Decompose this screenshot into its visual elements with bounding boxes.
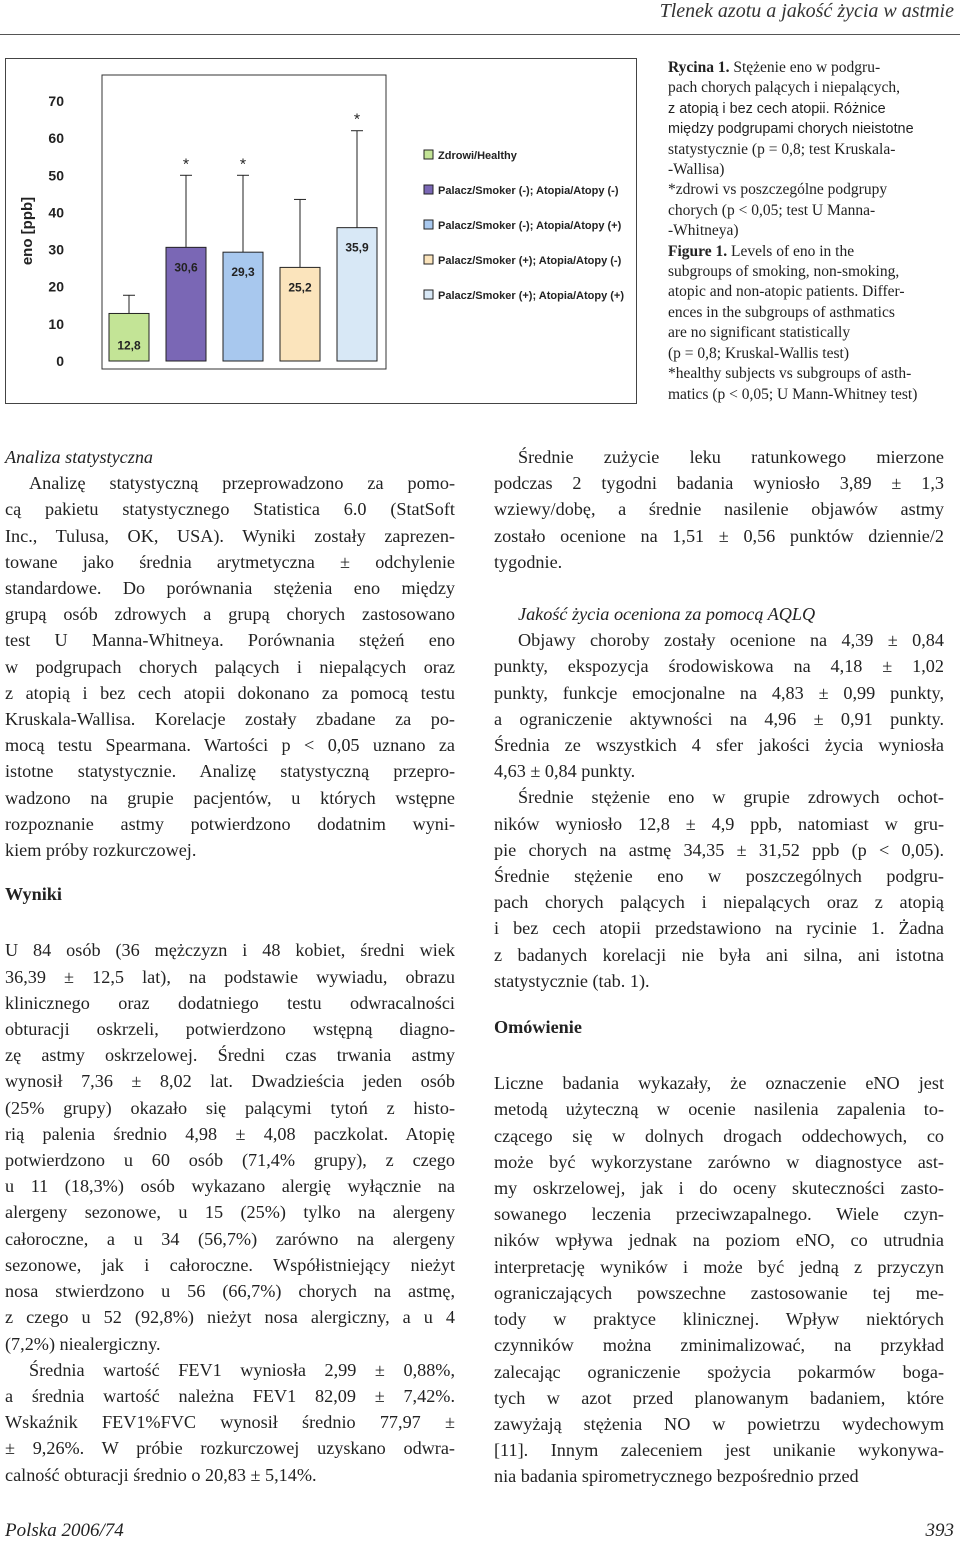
caption-figure-label: Figure 1. [668, 242, 728, 260]
discussion-line: metodą użyteczną w ocenie nasilenia zapalenia to- [494, 1099, 944, 1120]
statistics-line: wadzono na grupie pacjentów, u których wstępne [5, 787, 455, 808]
caption-text: -Wallisa) [668, 161, 725, 179]
caption-text: matics (p < 0,05; U Mann-Whitney test) [668, 385, 918, 403]
bar-value-label: 25,2 [288, 280, 312, 295]
results-line: u 11 (18,3%) osób wykazano alergię wyłącznie na [5, 1176, 455, 1197]
statistics-line: kiem próby rozkurczowej. [5, 840, 197, 861]
section-heading-statistics: Analiza statystyczna [5, 447, 154, 467]
caption-text: między podgrupami chorych nieistotne [668, 121, 914, 138]
section-heading-aqlq: Jakość życia oceniona za pomocą AQLQ [518, 604, 816, 625]
statistics-line: z atopią i bez cech atopii dokonano za pomocą testu [5, 682, 455, 703]
results-line: (7,2%) niealergiczny. [5, 1333, 161, 1354]
caption-text: atopic and non-atopic patients. Differ- [668, 283, 905, 301]
caption-text: are no significant statistically [668, 324, 851, 342]
y-tick-label: 0 [56, 353, 64, 369]
discussion-line: czącego się w dolnych drogach oddechowych, co [494, 1125, 944, 1146]
bar-value-label: 35,9 [345, 240, 369, 255]
statistics-line: Analizę statystyczną przeprowadzono za pomo- [29, 473, 455, 494]
statistics-line: w podgrupach chorych palących i niepalących oraz [5, 656, 455, 677]
results-line: klinicznego oraz dodatniego testu odwracalności [5, 992, 455, 1013]
caption-figure-label: Rycina 1. [668, 59, 730, 76]
results-line: 36,39 ± 12,5 lat), na podstawie wywiadu, obrazu [5, 966, 455, 987]
caption-line [668, 201, 958, 221]
caption-text: z atopią i bez cech atopii. Różnice [668, 100, 886, 117]
significance-marker: * [239, 156, 247, 174]
caption-text: subgroups of smoking, non-smoking, [668, 263, 900, 281]
statistics-line: rozpoznanie astmy potwierdzono dodatnim wyni- [5, 813, 455, 834]
discussion-line: tych w azot przed planowanym badaniem, które [494, 1387, 944, 1408]
caption-line [668, 323, 958, 343]
results-line: sezonowe, jak i całoroczne. Współistniejący nieżyt [5, 1254, 455, 1275]
legend-label: Zdrowi/Healthy [438, 150, 517, 162]
legend-swatch [424, 185, 433, 194]
discussion-line: Liczne badania wykazały, że oznaczenie eNO jest [494, 1073, 944, 1094]
results-line: (25% grupy) okazało się palącymi tytoń z histo- [5, 1097, 455, 1118]
significance-marker: * [182, 156, 190, 174]
y-tick-label: 60 [48, 130, 64, 147]
fev-line: a średnia wartość należna FEV1 82,09 ± 7,42%. [5, 1385, 455, 1406]
caption-text: Stężenie eno w podgru- [729, 59, 881, 76]
caption-line [668, 385, 958, 405]
caption-line [668, 160, 958, 180]
eno-result-line: ników wyniosło 12,8 ± 4,9 ppb, natomiast w gru- [494, 813, 944, 834]
legend-label: Palacz/Smoker (+); Atopia/Atopy (+) [438, 290, 625, 302]
y-axis-label: eno [ppb] [19, 196, 36, 266]
eno-result-line: Średnie stężenie eno w grupie zdrowych ochot- [518, 787, 944, 808]
discussion-line: nia badania spirometrycznego bezpośrednio przed [494, 1466, 859, 1487]
section-heading-discussion: Omówienie [494, 1017, 582, 1038]
header-rule [0, 34, 960, 35]
caption-line [668, 262, 958, 282]
eno-result-line: pie chorych na astmę 34,35 ± 31,52 ppb (p < 0,05). [494, 839, 944, 860]
rescue-drug-line: zostało ocenione na 1,51 ± 0,56 punktów dziennie/2 [494, 525, 944, 546]
statistics-line: cą pakietu statystycznego Statistica 6.0 (StatSoft [5, 499, 455, 520]
statistics-line: Inc., Tulusa, OK, USA). Wyniki zostały zaprezen- [5, 525, 455, 546]
caption-text: ences in the subgroups of asthmatics [668, 303, 895, 321]
caption-text: pach chorych palących i niepalących, [668, 79, 900, 97]
caption-text: *healthy subjects vs subgroups of asth- [668, 365, 912, 383]
results-line: wynosił 7,36 ± 8,02 lat. Dwadzieścia jeden osób [5, 1071, 455, 1092]
figure-caption [668, 58, 958, 405]
caption-line [668, 344, 958, 364]
legend-swatch [424, 255, 433, 264]
results-line: rią palenia średnio 4,98 ± 4,08 paczkolat. Atopię [5, 1123, 455, 1144]
discussion-line: zalecając ograniczenie spożycia pokarmów boga- [494, 1361, 944, 1382]
eno-result-line: i bez cech atopii przedstawiono na rycinie 1. Żadna [494, 918, 944, 939]
enos-bar-chart [6, 59, 636, 403]
figure-1 [5, 58, 637, 404]
statistics-line: test U Manna-Whitneya. Porównania stężeń eno [5, 630, 455, 651]
legend-swatch [424, 150, 433, 159]
right-column [494, 444, 944, 1490]
discussion-line: ograniczających powszechne zastosowanie tej me- [494, 1282, 944, 1303]
bar-value-label: 29,3 [231, 265, 255, 280]
discussion-line: interpretację wyników i może być jedną z przyczyn [494, 1256, 944, 1277]
aqlq-line: 4,63 ± 0,84 punkty. [494, 761, 636, 782]
aqlq-line: Objawy choroby zostały ocenione na 4,39 ± 0,84 [518, 630, 944, 651]
caption-line [668, 364, 958, 384]
bar-value-label: 12,8 [117, 338, 141, 353]
results-line: alergeny sezonowe, u 15 (25%) tylko na alergeny [5, 1202, 455, 1223]
legend-label: Palacz/Smoker (+); Atopia/Atopy (-) [438, 255, 622, 267]
eno-result-line: Średnie stężenie eno w poszczególnych podgru- [494, 866, 944, 887]
y-tick-label: 10 [48, 315, 64, 332]
legend-swatch [424, 220, 433, 229]
discussion-line: [11]. Innym zaleceniem jest unikanie wykonywa- [494, 1440, 944, 1461]
y-tick-label: 30 [48, 241, 64, 258]
caption-text: *zdrowi vs poszczególne podgrupy [668, 181, 888, 199]
y-tick-label: 40 [48, 204, 64, 221]
fev-line: ± 9,26%. W próbie rozkurczowej uzyskano odwra- [5, 1438, 455, 1459]
caption-text: (p = 0,8; Kruskal-Wallis test) [668, 344, 849, 362]
statistics-line: standardowe. Do porównania stężenia eno między [5, 578, 455, 599]
fev-line: calność obturacji średnio o 20,83 ± 5,14%. [5, 1464, 317, 1485]
bar-value-label: 30,6 [174, 260, 198, 275]
results-line: obturacji oskrzeli, potwierdzono wstępną diagno- [5, 1019, 455, 1040]
caption-line [668, 58, 958, 78]
running-title: Tlenek azotu a jakość życia w astmie [659, 0, 954, 22]
caption-text: -Whitneya) [668, 222, 739, 240]
discussion-line: ników wpływa jednak na poziom eNO, co utrudnia [494, 1230, 944, 1251]
caption-text: chorych (p < 0,05; test U Manna- [668, 201, 876, 219]
eno-result-line: pach chorych palących i niepalących oraz z atopią [494, 892, 944, 913]
statistics-line: mocą testu Spearmana. Wartości p < 0,05 uznano za [5, 735, 455, 756]
caption-line [668, 221, 958, 241]
caption-text: Levels of eno in the [727, 242, 855, 260]
caption-line [668, 78, 958, 98]
legend-swatch [424, 290, 433, 299]
legend-label: Palacz/Smoker (-); Atopia/Atopy (+) [438, 220, 622, 232]
caption-text: statystycznie (p = 0,8; test Kruskala- [668, 140, 896, 158]
aqlq-line: Średnia ze wszystkich 4 sfer jakości życia wyniosła [494, 735, 944, 756]
aqlq-line: punkty, funkcje emocjonalne na 4,83 ± 0,99 punkty, [494, 682, 944, 703]
statistics-line: grupą osób zdrowych a grupą chorych zastosowano [5, 604, 455, 625]
fev-line: Wskaźnik FEV1%FVC wynosił średnio 77,97 ± [5, 1412, 455, 1433]
caption-line [668, 282, 958, 302]
rescue-drug-line: Średnie zużycie leku ratunkowego mierzone [518, 447, 944, 467]
rescue-drug-line: wziewy/dobę, a średnie nasilenie objawów astmy [494, 499, 944, 520]
aqlq-line: punkty, ekspozycja środowiskowa na 4,18 ± 1,02 [494, 656, 944, 677]
legend-label: Palacz/Smoker (-); Atopia/Atopy (-) [438, 185, 619, 197]
eno-result-line: statystycznie (tab. 1). [494, 970, 650, 991]
results-line: nosa stwierdzono u 56 (66,7%) chorych na astmę, [5, 1281, 455, 1302]
discussion-line: tody w praktyce klinicznej. Wpływ niektórych [494, 1309, 944, 1330]
y-tick-label: 50 [48, 167, 64, 184]
discussion-line: może być wykorzystane zarówno w diagnostyce ast- [494, 1151, 944, 1172]
caption-line [668, 140, 958, 160]
results-line: zę astmy oskrzelowej. Średni czas trwania astmy [5, 1045, 455, 1066]
caption-line [668, 303, 958, 323]
page-number: 393 [925, 1520, 954, 1541]
statistics-line: towane jako średnia arytmetyczna ± odchylenie [5, 551, 455, 572]
discussion-line: zawyżają stężenia NO w powietrzu wydechowym [494, 1413, 944, 1434]
section-heading-results: Wyniki [5, 884, 62, 905]
y-tick-label: 20 [48, 278, 64, 295]
journal-footer: Polska 2006/74 [5, 1520, 124, 1541]
fev-line: Średnia wartość FEV1 wyniosła 2,99 ± 0,88%, [29, 1359, 455, 1380]
y-tick-label: 70 [48, 93, 64, 109]
eno-result-line: z badanych korelacji nie była ani silna, ani istotna [494, 944, 944, 965]
rescue-drug-line: tygodnie. [494, 551, 563, 572]
bar-1 [109, 313, 149, 361]
results-line: potwierdzono u 60 osób (71,4% grupy), z czego [5, 1150, 455, 1171]
significance-marker: * [353, 111, 361, 129]
discussion-line: my oskrzelowej, jak i do oceny skuteczności zasto- [494, 1178, 944, 1199]
rescue-drug-line: podczas 2 tygodni badania wyniosło 3,89 ± 1,3 [494, 473, 944, 494]
results-line: z czego u 52 (92,8%) nieżyt nosa alergiczny, a u 4 [5, 1307, 455, 1328]
results-line: U 84 osób (36 mężczyzn i 48 kobiet, średni wiek [5, 940, 455, 961]
caption-line [668, 99, 958, 119]
left-column [5, 444, 455, 1488]
caption-line [668, 119, 958, 139]
results-line: całoroczne, a u 34 (56,7%) zarówno na alergeny [5, 1228, 455, 1249]
discussion-line: czynników można zminimalizować, na przykład [494, 1335, 944, 1356]
aqlq-line: a ograniczenie aktywności na 4,96 ± 0,91 punkty. [494, 708, 944, 729]
statistics-line: istotne statystycznie. Analizę statystyczną przepro- [5, 761, 455, 782]
discussion-line: sowanego leczenia przeciwzapalnego. Wiele czyn- [494, 1204, 944, 1225]
caption-line [668, 180, 958, 200]
caption-line [668, 242, 958, 262]
statistics-line: Kruskala-Wallisa. Korelacje zostały zbadane za po- [5, 709, 455, 730]
